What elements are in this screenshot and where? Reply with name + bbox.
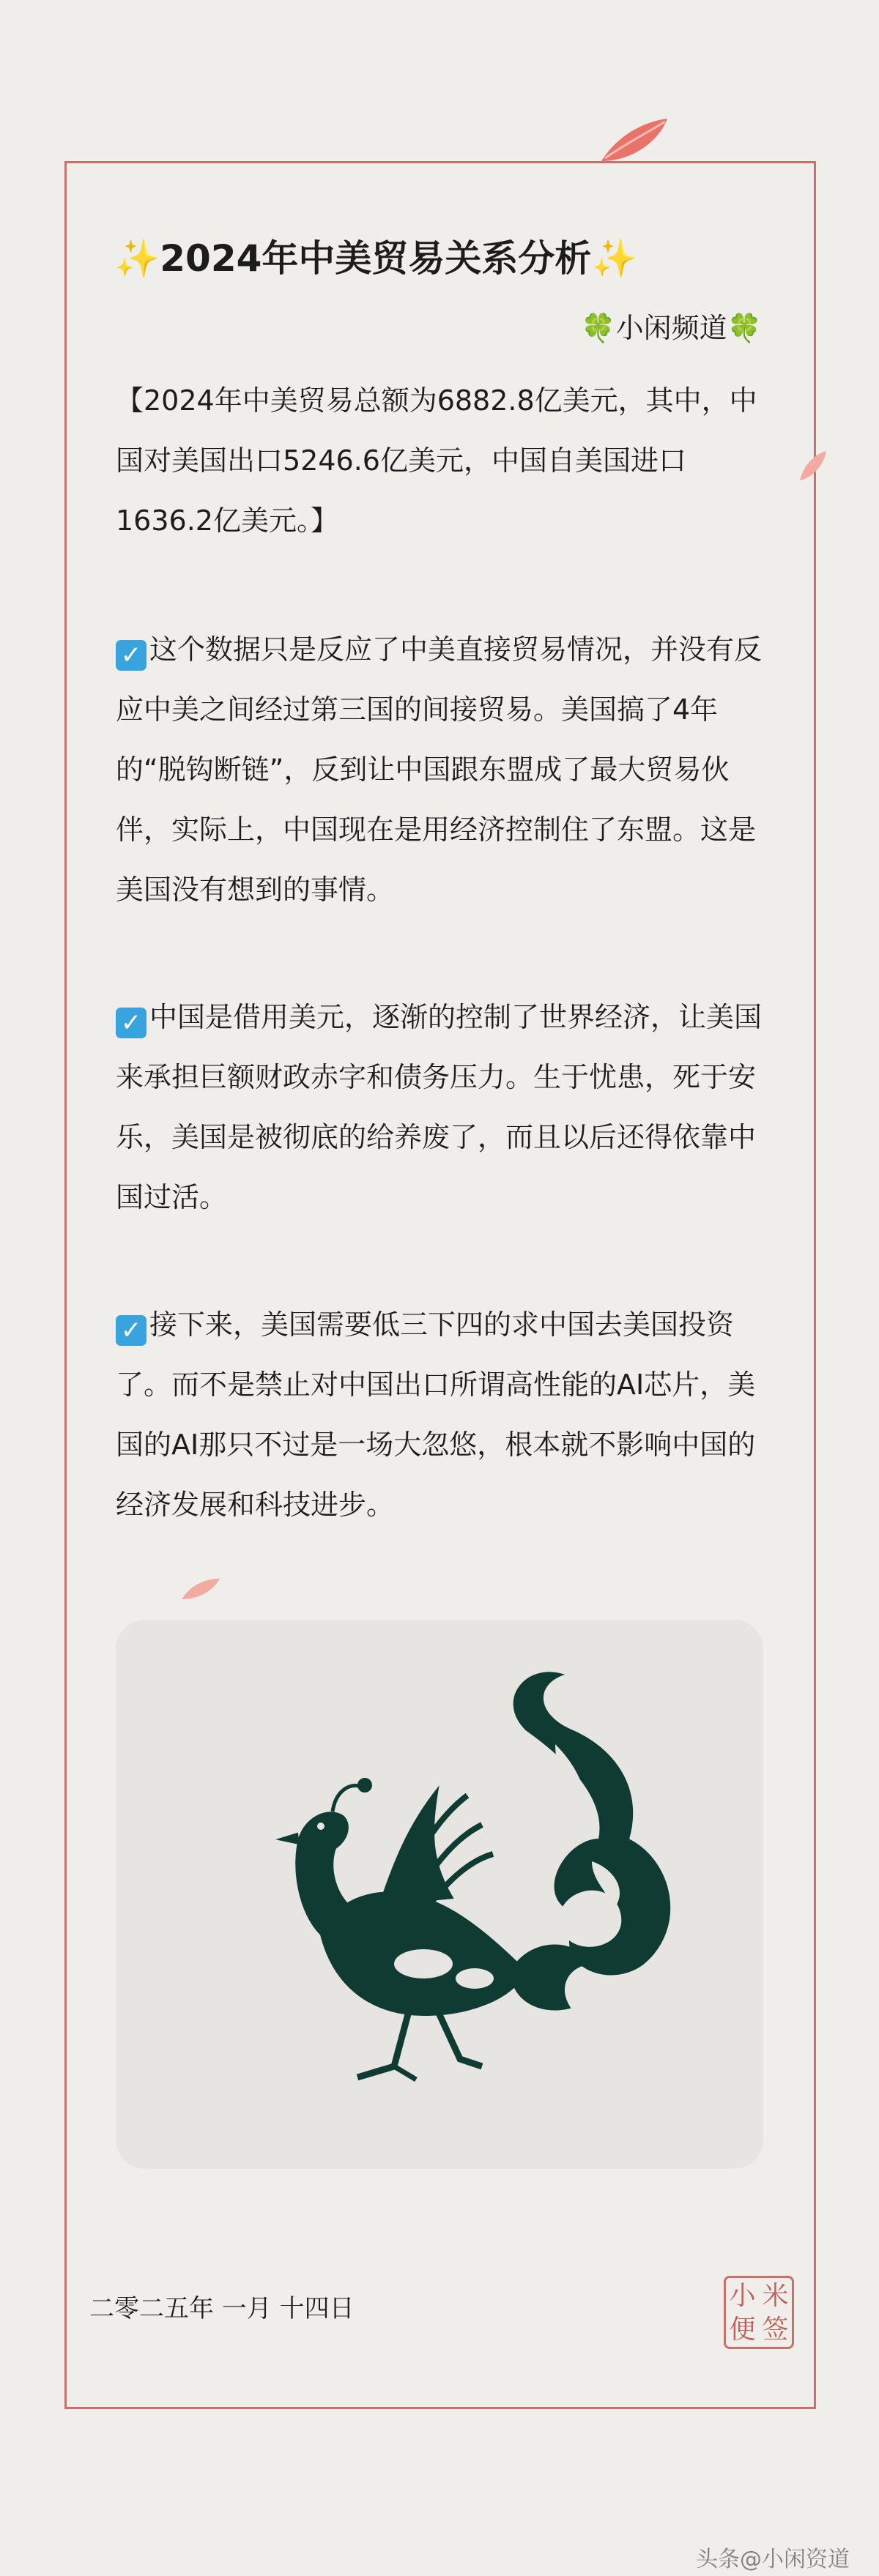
petal-icon [797, 448, 829, 485]
clover-icon: 🍀 [581, 312, 616, 344]
seal-char: 签 [762, 2315, 789, 2345]
channel-label [581, 306, 762, 350]
seal-char: 小 [729, 2281, 756, 2311]
seal-char: 米 [762, 2281, 789, 2311]
seal-char: 便 [729, 2315, 756, 2345]
point-text: 这个数据只是反应了中美直接贸易情况，并没有反应中美之间经过第三国的间接贸易。美国搞了4年的“脱钩断链”，反到让中国跟东盟成了最大贸易伙伴，实际上，中国现在是用经济控制住了东盟。这是美国没有想到的事情。 [116, 633, 763, 906]
channel-name: 小闲频道 [615, 312, 727, 344]
watermark: 头条@小闲资道 [696, 2547, 850, 2572]
check-box-icon: ✓ [116, 1315, 146, 1346]
point-text: 中国是借用美元，逐渐的控制了世界经济，让美国来承担巨额财政赤字和债务压力。生于忧患，死于安乐，美国是被彻底的给养废了，而且以后还得依靠中国过活。 [116, 1001, 763, 1213]
petal-icon [179, 1574, 223, 1604]
phoenix-illustration [116, 1620, 763, 2169]
clover-icon: 🍀 [727, 312, 762, 344]
phoenix-illustration-card [116, 1620, 763, 2169]
check-box-icon: ✓ [116, 640, 146, 671]
sparkles-icon: ✨ [591, 237, 637, 280]
seal-stamp [724, 2276, 794, 2349]
page-title [114, 233, 774, 284]
point-paragraph-2 [116, 987, 765, 1227]
point-text: 接下来，美国需要低三下四的求中国去美国投资了。而不是禁止对中国出口所谓高性能的AI芯片，美国的AI那只不过是一场大忽悠，根本就不影响中国的经济发展和科技进步。 [116, 1309, 756, 1521]
title-text: 2024年中美贸易关系分析 [160, 237, 592, 280]
intro-paragraph: 【2024年中美贸易总额为6882.8亿美元，其中，中国对美国出口5246.6亿美元，中国自美国进口1636.2亿美元。】 [116, 384, 757, 537]
publish-date: 二零二五年 一月 十四日 [89, 2294, 355, 2323]
point-paragraph-1 [116, 619, 765, 920]
petal-icon [598, 110, 678, 168]
check-box-icon: ✓ [116, 1008, 146, 1038]
point-paragraph-3 [116, 1295, 765, 1535]
sparkles-icon: ✨ [114, 237, 160, 280]
